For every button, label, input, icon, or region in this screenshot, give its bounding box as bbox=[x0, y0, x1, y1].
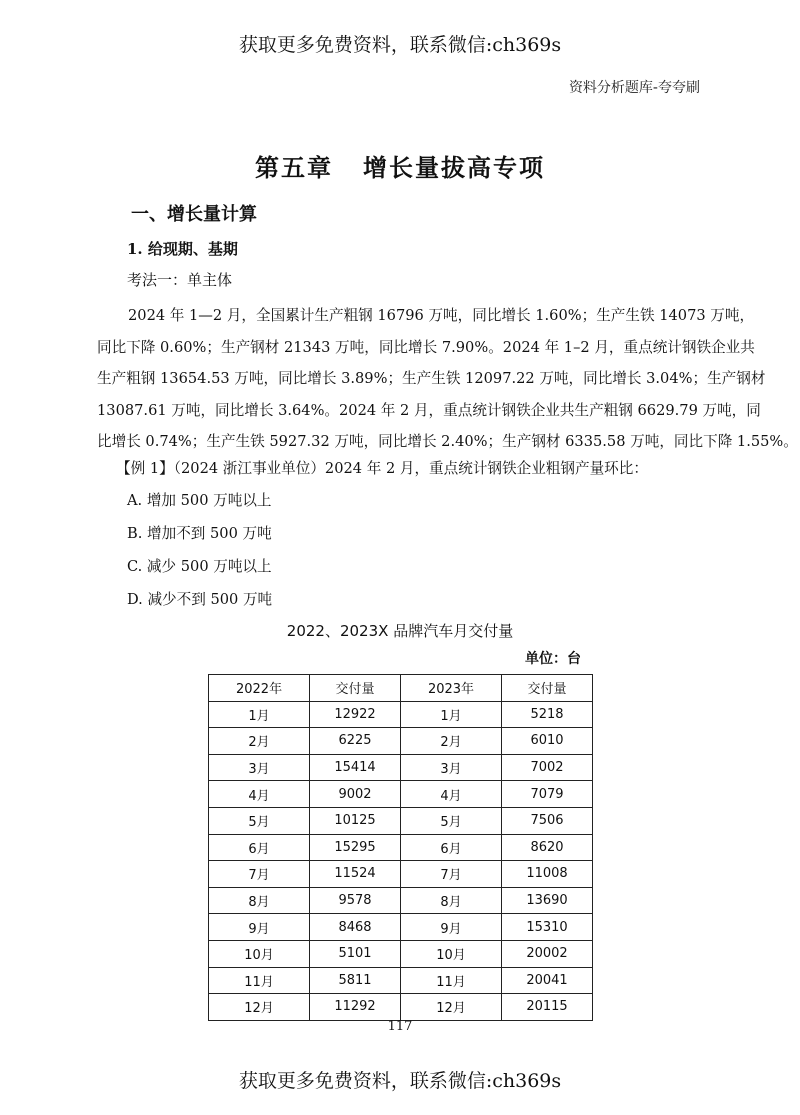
table-cell: 7002 bbox=[502, 754, 593, 781]
table-cell: 7月 bbox=[400, 861, 501, 888]
table-cell: 6010 bbox=[502, 728, 593, 755]
table-cell: 8月 bbox=[209, 887, 310, 914]
table-cell: 9月 bbox=[209, 914, 310, 941]
table-cell: 11524 bbox=[310, 861, 401, 888]
table-cell: 3月 bbox=[209, 754, 310, 781]
question-text: 【例 1】（2024 浙江事业单位）2024 年 2 月，重点统计钢铁企业粗钢产量环比： bbox=[116, 460, 648, 477]
table-row bbox=[209, 754, 593, 781]
table-cell: 9月 bbox=[400, 914, 501, 941]
table-cell: 11008 bbox=[502, 861, 593, 888]
table-cell: 1月 bbox=[209, 701, 310, 728]
table-row bbox=[209, 781, 593, 808]
table-cell: 15295 bbox=[310, 834, 401, 861]
table-cell: 7506 bbox=[502, 807, 593, 834]
chapter-number: 第五章 bbox=[255, 153, 333, 182]
table-cell: 5811 bbox=[310, 967, 401, 994]
table-row bbox=[209, 834, 593, 861]
table-cell: 5101 bbox=[310, 940, 401, 967]
paragraph-line: 2024 年 1—2 月，全国累计生产粗钢 16796 万吨，同比增长 1.60%；生产生铁 14073 万吨， bbox=[128, 307, 755, 324]
table-row bbox=[209, 807, 593, 834]
table-cell: 5218 bbox=[502, 701, 593, 728]
table-cell: 13690 bbox=[502, 887, 593, 914]
table-cell: 6月 bbox=[209, 834, 310, 861]
table-row bbox=[209, 967, 593, 994]
running-head: 资料分析题库-夸夸刷 bbox=[568, 80, 700, 96]
table-cell: 11月 bbox=[209, 967, 310, 994]
table-cell: 6月 bbox=[400, 834, 501, 861]
header-cell: 交付量 bbox=[310, 675, 401, 702]
table-cell: 7079 bbox=[502, 781, 593, 808]
table-row bbox=[209, 994, 593, 1021]
table-cell: 20115 bbox=[502, 994, 593, 1021]
table-cell: 2月 bbox=[209, 728, 310, 755]
option-d: D. 减少不到 500 万吨 bbox=[127, 591, 273, 608]
paragraph-line: 同比下降 0.60%；生产钢材 21343 万吨，同比增长 7.90%。2024 年 1–2 月，重点统计钢铁企业共 bbox=[97, 338, 755, 356]
table-cell: 20002 bbox=[502, 940, 593, 967]
chapter-name: 增长量拔高专项 bbox=[363, 153, 545, 182]
table-cell: 12月 bbox=[209, 994, 310, 1021]
sub-heading: 1. 给现期、基期 bbox=[127, 240, 238, 258]
table-row bbox=[209, 887, 593, 914]
table-cell: 15310 bbox=[502, 914, 593, 941]
unit-label: 单位：台 bbox=[525, 651, 581, 667]
table-cell: 3月 bbox=[400, 754, 501, 781]
table-cell: 11月 bbox=[400, 967, 501, 994]
table-cell: 4月 bbox=[209, 781, 310, 808]
header-cell: 2023年 bbox=[400, 675, 501, 702]
watermark-top: 获取更多免费资料，联系微信:ch369s bbox=[238, 34, 562, 56]
table-row bbox=[209, 914, 593, 941]
method-label: 考法一：单主体 bbox=[127, 271, 233, 289]
table-cell: 8620 bbox=[502, 834, 593, 861]
table-cell: 5月 bbox=[209, 807, 310, 834]
table-cell: 10月 bbox=[400, 940, 501, 967]
table-cell: 8468 bbox=[310, 914, 401, 941]
paragraph-line: 13087.61 万吨，同比增长 3.64%。2024 年 2 月，重点统计钢铁企业共生产粗钢 6629.79 万吨，同 bbox=[97, 401, 761, 419]
table-row bbox=[209, 861, 593, 888]
header-cell: 2022年 bbox=[209, 675, 310, 702]
table-cell: 11292 bbox=[310, 994, 401, 1021]
section-heading: 一、增长量计算 bbox=[131, 204, 257, 225]
paragraph-line: 比增长 0.74%；生产生铁 5927.32 万吨，同比增长 2.40%；生产钢材 6335.58 万吨，同比下降 1.55%。 bbox=[97, 433, 798, 450]
table-cell: 6225 bbox=[310, 728, 401, 755]
table-cell: 20041 bbox=[502, 967, 593, 994]
table-cell: 15414 bbox=[310, 754, 401, 781]
table-cell: 12922 bbox=[310, 701, 401, 728]
table-title: 2022、2023X 品牌汽车月交付量 bbox=[286, 622, 514, 640]
table-cell: 12月 bbox=[400, 994, 501, 1021]
table-row bbox=[209, 701, 593, 728]
table-row bbox=[209, 728, 593, 755]
table-row bbox=[209, 940, 593, 967]
chapter-title bbox=[0, 148, 800, 183]
header-cell: 交付量 bbox=[502, 675, 593, 702]
body-paragraph bbox=[97, 300, 798, 458]
table-cell: 10月 bbox=[209, 940, 310, 967]
option-a: A. 增加 500 万吨以上 bbox=[127, 492, 272, 509]
watermark-bottom: 获取更多免费资料，联系微信:ch369s bbox=[238, 1070, 562, 1092]
delivery-table bbox=[208, 674, 593, 1021]
option-c: C. 减少 500 万吨以上 bbox=[127, 558, 272, 575]
paragraph-line: 生产粗钢 13654.53 万吨，同比增长 3.89%；生产生铁 12097.22 万吨，同比增长 3.04%；生产钢材 bbox=[97, 370, 766, 387]
option-b: B. 增加不到 500 万吨 bbox=[127, 525, 272, 542]
table-cell: 5月 bbox=[400, 807, 501, 834]
table-cell: 10125 bbox=[310, 807, 401, 834]
table-cell: 9002 bbox=[310, 781, 401, 808]
table-cell: 1月 bbox=[400, 701, 501, 728]
table-body bbox=[209, 701, 593, 1020]
table-cell: 9578 bbox=[310, 887, 401, 914]
table-cell: 4月 bbox=[400, 781, 501, 808]
page-number: 117 bbox=[387, 1019, 413, 1034]
table-cell: 7月 bbox=[209, 861, 310, 888]
table-cell: 8月 bbox=[400, 887, 501, 914]
table-cell: 2月 bbox=[400, 728, 501, 755]
table-header-row bbox=[209, 675, 593, 702]
